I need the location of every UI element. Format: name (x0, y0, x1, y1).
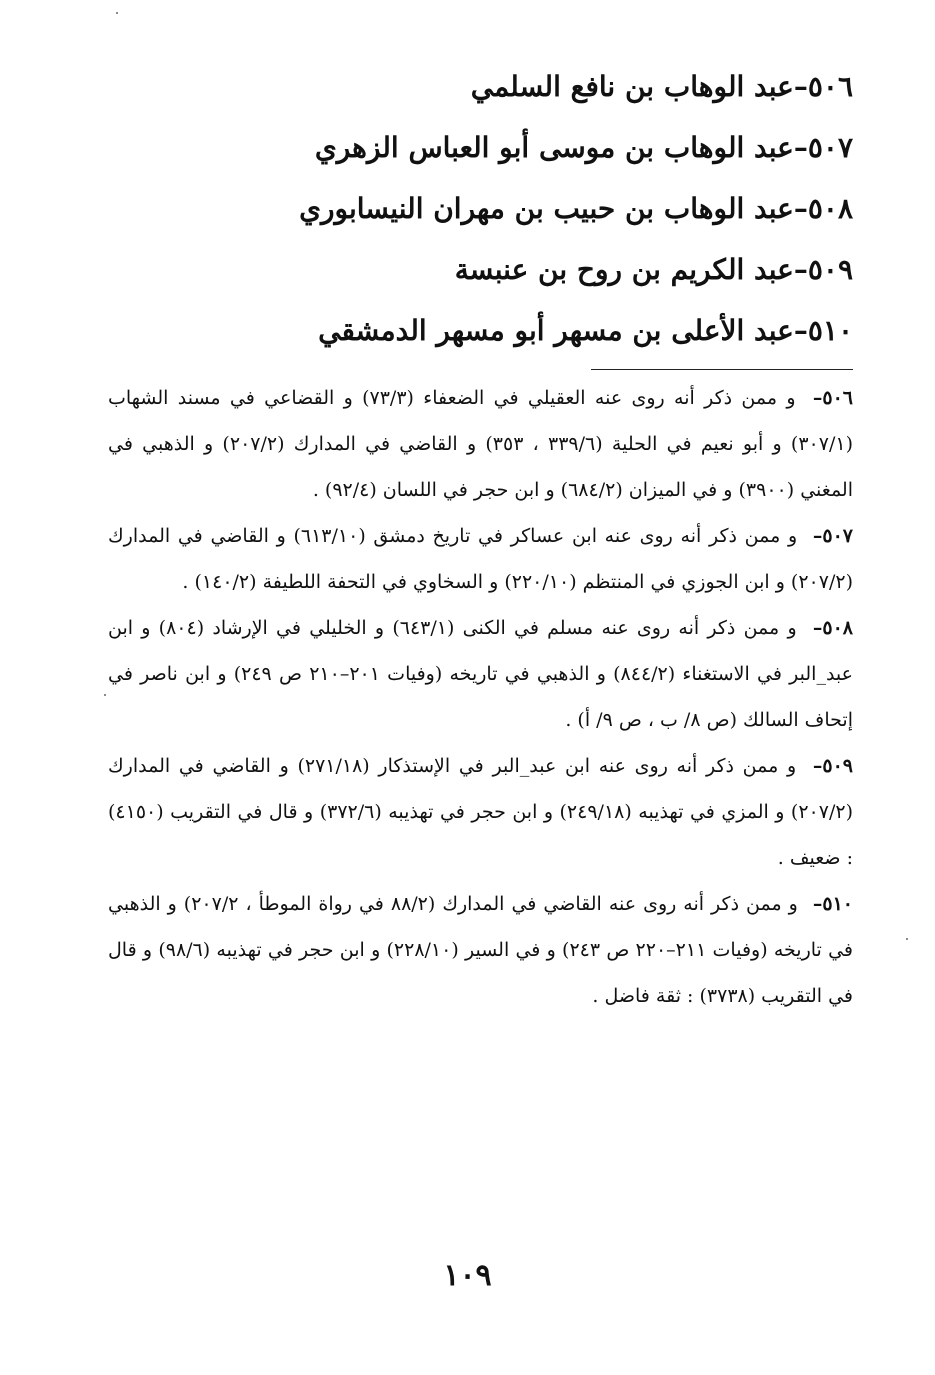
entry-item: ٥٠٩–عبد الكريم بن روح بن عنبسة (454, 253, 853, 286)
footnote-text: و ممن ذكر أنه روى عنه مسلم في الكنى (٦٤٣/١) و الخليلي في الإرشاد (٨٠٤) و ابن عبد_البر في الاستغناء (٨٤٤/٢) و الذهبي في تاريخه (وفيات ٢٠١–٢١٠ ص ٢٤٩) و ابن ناصر في إتحاف السالك (ص ٨/ ب ، ص ٩/ أ) . (108, 617, 853, 731)
footnote-item (108, 513, 853, 605)
page-number: ١٠٩ (443, 1258, 492, 1293)
scan-speck (104, 694, 106, 696)
scan-speck (116, 12, 118, 14)
footnote-text: و ممن ذكر أنه روى عنه العقيلي في الضعفاء (٧٣/٣) و القضاعي في مسند الشهاب (٣٠٧/١) و أبو نعيم في الحلية (٣٣٩/٦ ، ٣٥٣) و القاضي في المدارك (٢٠٧/٢) و الذهبي في المغني (٣٩٠٠) و في الميزان (٦٨٤/٢) و ابن حجر في اللسان (٩٢/٤) . (108, 387, 853, 501)
footnote-number: ٥٠٧– (812, 525, 854, 547)
footnote-text: و ممن ذكر أنه روى عنه القاضي في المدارك (٨٨/٢ في رواة الموطأ ، ٢٠٧/٢) و الذهبي في تاريخه (وفيات ٢١١–٢٢٠ ص ٢٤٣) و في السير (٢٢٨/١٠) و ابن حجر في تهذيبه (٩٨/٦) و قال في التقريب (٣٧٣٨) : ثقة فاضل . (108, 893, 854, 1007)
entries-list (293, 56, 853, 361)
footnotes-list (108, 375, 853, 1019)
entry-item: ٥٠٨–عبد الوهاب بن حبيب بن مهران النيسابوري (299, 192, 853, 225)
footnote-number: ٥٠٨– (812, 617, 853, 639)
entry-item: ٥٠٧–عبد الوهاب بن موسى أبو العباس الزهري (314, 131, 853, 164)
footnote-number: ٥٠٦– (812, 387, 853, 409)
entry-item: ٥١٠–عبد الأعلى بن مسهر أبو مسهر الدمشقي (318, 314, 853, 347)
footnote-item (108, 881, 853, 1019)
footnote-item (108, 375, 853, 513)
footnote-number: ٥٠٩– (812, 755, 854, 777)
scan-speck (906, 938, 908, 940)
footnote-item (108, 743, 853, 881)
entry-item: ٥٠٦–عبد الوهاب بن نافع السلمي (470, 70, 853, 103)
footnote-divider (591, 369, 853, 370)
footnote-number: ٥١٠– (812, 893, 853, 915)
footnote-item (108, 605, 853, 743)
footnote-text: و ممن ذكر أنه روى عنه ابن عبد_البر في الإستذكار (٢٧١/١٨) و القاضي في المدارك (٢٠٧/٢) و المزي في تهذيبه (٢٤٩/١٨) و ابن حجر في تهذيبه (٣٧٢/٦) و قال في التقريب (٤١٥٠) : ضعيف . (108, 755, 853, 869)
footnote-text: و ممن ذكر أنه روى عنه ابن عساكر في تاريخ دمشق (٦١٣/١٠) و القاضي في المدارك (٢٠٧/٢) و ابن الجوزي في المنتظم (٢٢٠/١٠) و السخاوي في التحفة اللطيفة (١٤٠/٢) . (108, 525, 853, 593)
